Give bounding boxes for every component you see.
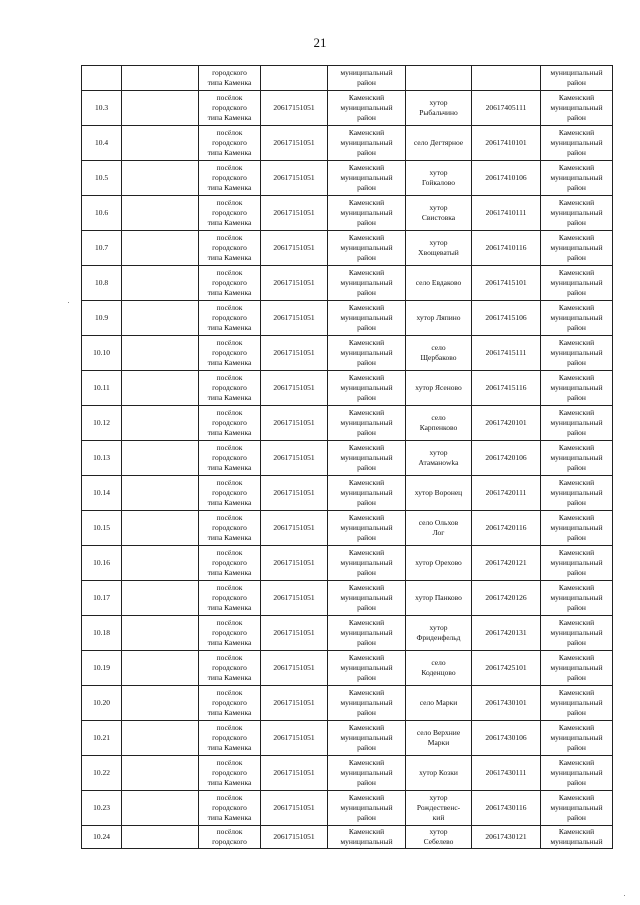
cell-settlement-type: посёлок городского типа Каменка (199, 651, 261, 686)
cell-place: хутор Панково (406, 581, 472, 616)
cell-number: 10.23 (82, 791, 122, 826)
cell-district: Каменский муниципальный район (328, 686, 406, 721)
cell-code: 20617151051 (261, 756, 328, 791)
cell-place: село Ольхов Лог (406, 511, 472, 546)
cell-code: 20617151051 (261, 266, 328, 301)
cell-district: Каменский муниципальный район (541, 161, 613, 196)
cell-place: хутор Козки (406, 756, 472, 791)
cell-place: хутор Рождественс- кий (406, 791, 472, 826)
cell-place: село Марки (406, 686, 472, 721)
cell-district: Каменский муниципальный район (328, 336, 406, 371)
cell-number: 10.14 (82, 476, 122, 511)
cell-code: 20617410111 (472, 196, 541, 231)
cell-code: 20617420126 (472, 581, 541, 616)
cell-settlement-type: посёлок городского типа Каменка (199, 441, 261, 476)
cell-settlement-type: посёлок городского типа Каменка (199, 336, 261, 371)
cell-settlement-type: посёлок городского типа Каменка (199, 721, 261, 756)
cell-settlement-type: посёлок городского типа Каменка (199, 196, 261, 231)
cell-code: 20617410101 (472, 126, 541, 161)
cell-number: 10.9 (82, 301, 122, 336)
cell-place: село Коденцово (406, 651, 472, 686)
cell-code: 20617151051 (261, 406, 328, 441)
cell-settlement-type: посёлок городского типа Каменка (199, 126, 261, 161)
cell-code: 20617420106 (472, 441, 541, 476)
cell-number: 10.3 (82, 91, 122, 126)
cell-settlement-type: посёлок городского типа Каменка (199, 756, 261, 791)
cell-district: Каменский муниципальный район (541, 371, 613, 406)
cell-district: Каменский муниципальный район (328, 791, 406, 826)
cell-code: 20617420111 (472, 476, 541, 511)
cell-district: Каменский муниципальный район (328, 196, 406, 231)
cell-district: Каменский муниципальный район (541, 476, 613, 511)
cell-district: Каменский муниципальный район (541, 616, 613, 651)
cell-code: 20617415111 (472, 336, 541, 371)
cell-district: Каменский муниципальный район (328, 616, 406, 651)
cell-district: муниципальный район (328, 66, 406, 91)
cell-settlement-type: посёлок городского типа Каменка (199, 91, 261, 126)
cell-place: хутор Свистовка (406, 196, 472, 231)
cell-district: Каменский муниципальный район (328, 266, 406, 301)
cell-code: 20617420121 (472, 546, 541, 581)
cell-district: Каменский муниципальный (328, 826, 406, 849)
cell-settlement-type: посёлок городского типа Каменка (199, 406, 261, 441)
cell-code: 20617151051 (261, 511, 328, 546)
cell-place: хутор Ясеново (406, 371, 472, 406)
cell-code: 20617151051 (261, 791, 328, 826)
cell-number: 10.18 (82, 616, 122, 651)
cell-settlement-type: посёлок городского типа Каменка (199, 231, 261, 266)
cell-place: хутор Рыбальчино (406, 91, 472, 126)
cell-settlement-type: посёлок городского типа Каменка (199, 581, 261, 616)
cell-number: 10.24 (82, 826, 122, 849)
cell-number: 10.12 (82, 406, 122, 441)
cell-settlement-type: посёлок городского (199, 826, 261, 849)
cell-code: 20617430111 (472, 756, 541, 791)
cell-district: Каменский муниципальный район (541, 721, 613, 756)
cell-settlement-type: посёлок городского типа Каменка (199, 161, 261, 196)
cell-number: 10.11 (82, 371, 122, 406)
cell-code: 20617415106 (472, 301, 541, 336)
cell-settlement-type: посёлок городского типа Каменка (199, 301, 261, 336)
cell-district: Каменский муниципальный район (541, 791, 613, 826)
cell-district: муниципальный район (541, 66, 613, 91)
cell-district: Каменский муниципальный район (328, 441, 406, 476)
cell-code: 20617420116 (472, 511, 541, 546)
scan-speck (68, 302, 69, 303)
cell-district: Каменский муниципальный район (328, 301, 406, 336)
scan-speck (624, 895, 625, 896)
cell-code: 20617430116 (472, 791, 541, 826)
cell-code: 20617410106 (472, 161, 541, 196)
cell-district: Каменский муниципальный район (328, 721, 406, 756)
cell-number: 10.16 (82, 546, 122, 581)
cell-code: 20617151051 (261, 196, 328, 231)
cell-place: хутор Воронец (406, 476, 472, 511)
cell-code: 20617425101 (472, 651, 541, 686)
cell-code: 20617151051 (261, 126, 328, 161)
cell-district: Каменский муниципальный район (328, 511, 406, 546)
cell-district: Каменский муниципальный район (541, 546, 613, 581)
cell-code: 20617151051 (261, 91, 328, 126)
cell-place: село Евдаково (406, 266, 472, 301)
cell-district: Каменский муниципальный район (541, 511, 613, 546)
cell-number: 10.8 (82, 266, 122, 301)
cell-district: Каменский муниципальный район (328, 406, 406, 441)
cell-place: хутор Орехово (406, 546, 472, 581)
cell-number: 10.17 (82, 581, 122, 616)
cell-number: 10.7 (82, 231, 122, 266)
cell-district: Каменский муниципальный район (328, 546, 406, 581)
cell-place: село Дегтярное (406, 126, 472, 161)
cell-district: Каменский муниципальный район (328, 371, 406, 406)
cell-code: 20617151051 (261, 651, 328, 686)
cell-number: 10.20 (82, 686, 122, 721)
cell-code: 20617151051 (261, 476, 328, 511)
cell-district: Каменский муниципальный район (541, 336, 613, 371)
cell-district: Каменский муниципальный район (328, 126, 406, 161)
cell-district: Каменский муниципальный (541, 826, 613, 849)
cell-code: 20617430101 (472, 686, 541, 721)
cell-number: 10.21 (82, 721, 122, 756)
cell-district: Каменский муниципальный район (541, 406, 613, 441)
cell-code: 20617151051 (261, 581, 328, 616)
cell-place: хутор Хвощеватый (406, 231, 472, 266)
cell-code: 20617151051 (261, 826, 328, 849)
cell-number: 10.13 (82, 441, 122, 476)
cell-settlement-type: посёлок городского типа Каменка (199, 511, 261, 546)
cell-district: Каменский муниципальный район (328, 476, 406, 511)
cell-place: хутор Себелево (406, 826, 472, 849)
cell-code: 20617151051 (261, 301, 328, 336)
cell-district: Каменский муниципальный район (541, 266, 613, 301)
cell-district: Каменский муниципальный район (541, 231, 613, 266)
cell-district: Каменский муниципальный район (328, 91, 406, 126)
cell-code: 20617430106 (472, 721, 541, 756)
page-number: 21 (313, 35, 327, 50)
cell-settlement-type: посёлок городского типа Каменка (199, 476, 261, 511)
cell-district: Каменский муниципальный район (541, 91, 613, 126)
cell-code: 20617405111 (472, 91, 541, 126)
cell-district: Каменский муниципальный район (541, 301, 613, 336)
cell-settlement-type: посёлок городского типа Каменка (199, 616, 261, 651)
cell-settlement-type: городского типа Каменка (199, 66, 261, 91)
cell-code: 20617410116 (472, 231, 541, 266)
cell-number: 10.4 (82, 126, 122, 161)
cell-code: 20617420131 (472, 616, 541, 651)
cell-place: село Карпенково (406, 406, 472, 441)
cell-number: 10.5 (82, 161, 122, 196)
cell-number: 10.15 (82, 511, 122, 546)
cell-district: Каменский муниципальный район (328, 756, 406, 791)
cell-place: село Щербаково (406, 336, 472, 371)
cell-settlement-type: посёлок городского типа Каменка (199, 791, 261, 826)
cell-district: Каменский муниципальный район (541, 756, 613, 791)
cell-code: 20617151051 (261, 231, 328, 266)
cell-place: хутор Гойкалово (406, 161, 472, 196)
cell-district: Каменский муниципальный район (541, 196, 613, 231)
cell-place: хутор Атаманowka (406, 441, 472, 476)
cell-district: Каменский муниципальный район (541, 686, 613, 721)
cell-district: Каменский муниципальный район (328, 231, 406, 266)
cell-district: Каменский муниципальный район (541, 581, 613, 616)
cell-district: Каменский муниципальный район (328, 581, 406, 616)
cell-place: хутор Ляпино (406, 301, 472, 336)
cell-code: 20617151051 (261, 546, 328, 581)
cell-district: Каменский муниципальный район (541, 651, 613, 686)
cell-code: 20617151051 (261, 336, 328, 371)
cell-settlement-type: посёлок городского типа Каменка (199, 371, 261, 406)
cell-code: 20617415101 (472, 266, 541, 301)
cell-code: 20617151051 (261, 686, 328, 721)
cell-code: 20617151051 (261, 441, 328, 476)
cell-settlement-type: посёлок городского типа Каменка (199, 266, 261, 301)
cell-district: Каменский муниципальный район (541, 126, 613, 161)
cell-code: 20617151051 (261, 616, 328, 651)
cell-number: 10.19 (82, 651, 122, 686)
cell-settlement-type: посёлок городского типа Каменка (199, 686, 261, 721)
cell-number: 10.10 (82, 336, 122, 371)
cell-code: 20617415116 (472, 371, 541, 406)
cell-code: 20617430121 (472, 826, 541, 849)
cell-settlement-type: посёлок городского типа Каменка (199, 546, 261, 581)
cell-code: 20617151051 (261, 721, 328, 756)
cell-district: Каменский муниципальный район (328, 651, 406, 686)
cell-district: Каменский муниципальный район (328, 161, 406, 196)
cell-number: 10.6 (82, 196, 122, 231)
cell-code: 20617151051 (261, 161, 328, 196)
cell-code: 20617151051 (261, 371, 328, 406)
cell-district: Каменский муниципальный район (541, 441, 613, 476)
cell-number: 10.22 (82, 756, 122, 791)
cell-place: хутор Фриденфельд (406, 616, 472, 651)
cell-place: село Верхние Марки (406, 721, 472, 756)
cell-code: 20617420101 (472, 406, 541, 441)
